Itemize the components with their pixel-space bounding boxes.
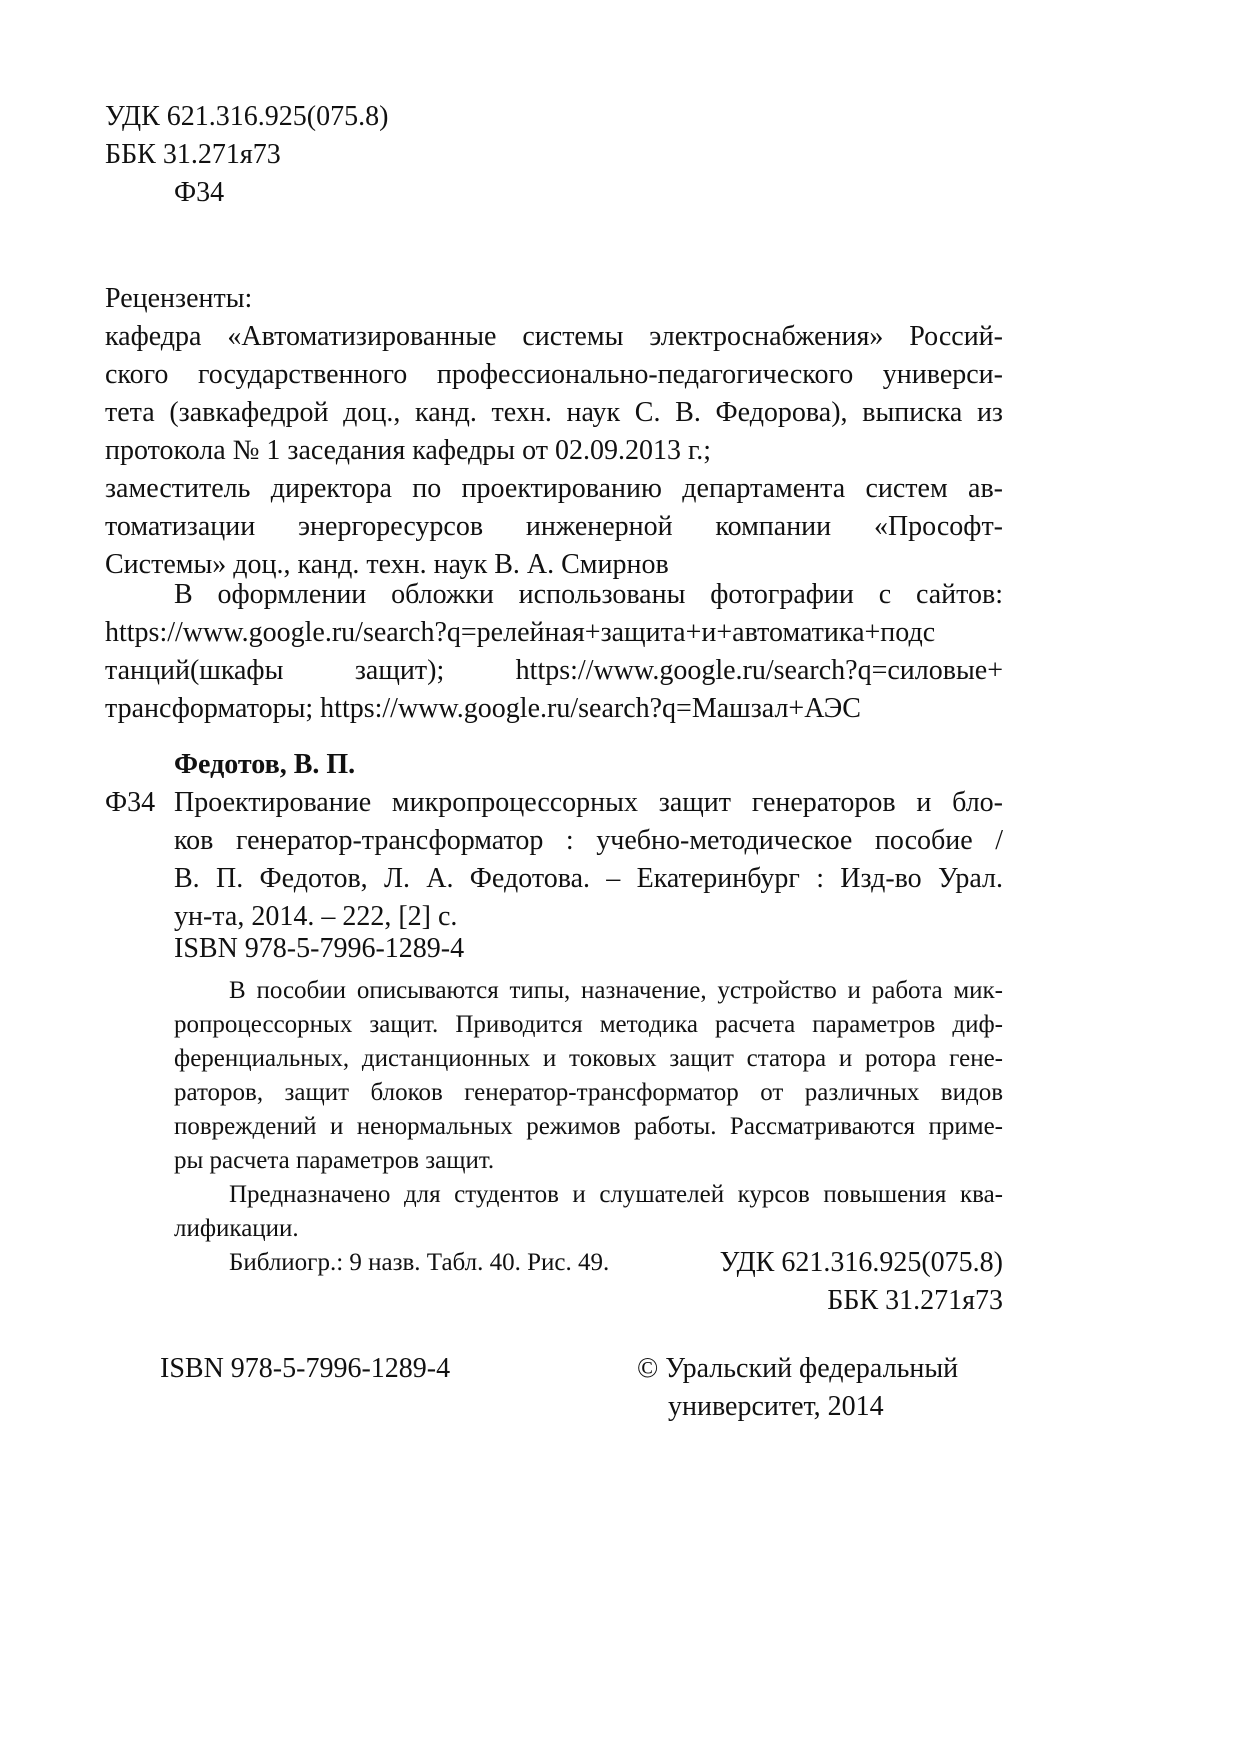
reviewers-block [105, 318, 1003, 584]
annotation-line: лификации. [174, 1215, 299, 1242]
isbn-footer: ISBN 978-5-7996-1289-4 [160, 1353, 451, 1384]
isbn-record: ISBN 978-5-7996-1289-4 [174, 933, 465, 964]
reviewers-heading: Рецензенты: [105, 283, 253, 314]
annotation [174, 974, 1003, 1280]
reviewer-line: Системы» доц., канд. техн. наук В. А. Смирнов [105, 549, 669, 580]
author-mark-top: Ф34 [174, 177, 225, 208]
cover-note-line: https://www.google.ru/search?q=релейная+защита+и+автоматика+подс [105, 617, 936, 648]
bib-description [174, 784, 1003, 936]
reviewer-line: заместитель директора по проектированию департамента систем ав- [105, 473, 1003, 504]
reviewer-line: кафедра «Автоматизированные системы электроснабжения» Россий- [105, 321, 1003, 352]
annotation-line: повреждений и ненормальных режимов работы. Рассматриваются приме- [174, 1113, 1003, 1140]
annotation-line: ры расчета параметров защит. [174, 1147, 495, 1174]
cover-note-line: трансформаторы; https://www.google.ru/search?q=Машзал+АЭС [105, 693, 861, 724]
reviewer-line: томатизации энергоресурсов инженерной компании «Прософт- [105, 511, 1003, 542]
annotation-line: ференциальных, дистанционных и токовых защит статора и ротора гене- [174, 1045, 1003, 1072]
author-mark: Ф34 [105, 787, 156, 818]
annotation-line: Библиогр.: 9 назв. Табл. 40. Рис. 49. [229, 1249, 610, 1276]
author-heading: Федотов, В. П. [174, 749, 356, 780]
reviewer-line: протокола № 1 заседания кафедры от 02.09.2013 г.; [105, 435, 712, 466]
reviewer-line: тета (завкафедрой доц., канд. техн. наук С. В. Федорова), выписка из [105, 397, 1003, 428]
bbk-code-top: ББК 31.271я73 [105, 139, 281, 170]
cover-note-line: танций(шкафы защит); https://www.google.ru/search?q=силовые+ [105, 655, 1003, 686]
bib-line: В. П. Федотов, Л. А. Федотова. – Екатеринбург : Изд-во Урал. [174, 863, 1003, 894]
copyright-line-1: © Уральский федеральный [637, 1353, 959, 1384]
annotation-line: раторов, защит блоков генератор-трансформатор от различных видов [174, 1079, 1003, 1106]
reviewer-line: ского государственного профессионально-педагогического универси- [105, 359, 1003, 390]
udk-code-top: УДК 621.316.925(075.8) [105, 101, 389, 132]
copyright-line-2: университет, 2014 [668, 1391, 884, 1422]
bib-line: ков генератор-трансформатор : учебно-методическое пособие / [174, 825, 1003, 856]
udk-code-bottom: УДК 621.316.925(075.8) [719, 1247, 1003, 1278]
annotation-line: ропроцессорных защит. Приводится методика расчета параметров диф- [174, 1011, 1003, 1038]
bbk-code-bottom: ББК 31.271я73 [827, 1285, 1003, 1316]
bib-line: Проектирование микропроцессорных защит генераторов и бло- [174, 787, 1003, 818]
bib-line: ун-та, 2014. – 222, [2] с. [174, 901, 458, 932]
cover-note-line: В оформлении обложки использованы фотографии с сайтов: [174, 579, 1003, 610]
annotation-line: В пособии описываются типы, назначение, устройство и работа мик- [229, 977, 1003, 1004]
cover-note [105, 576, 1003, 728]
annotation-line: Предназначено для студентов и слушателей курсов повышения ква- [229, 1181, 1003, 1208]
